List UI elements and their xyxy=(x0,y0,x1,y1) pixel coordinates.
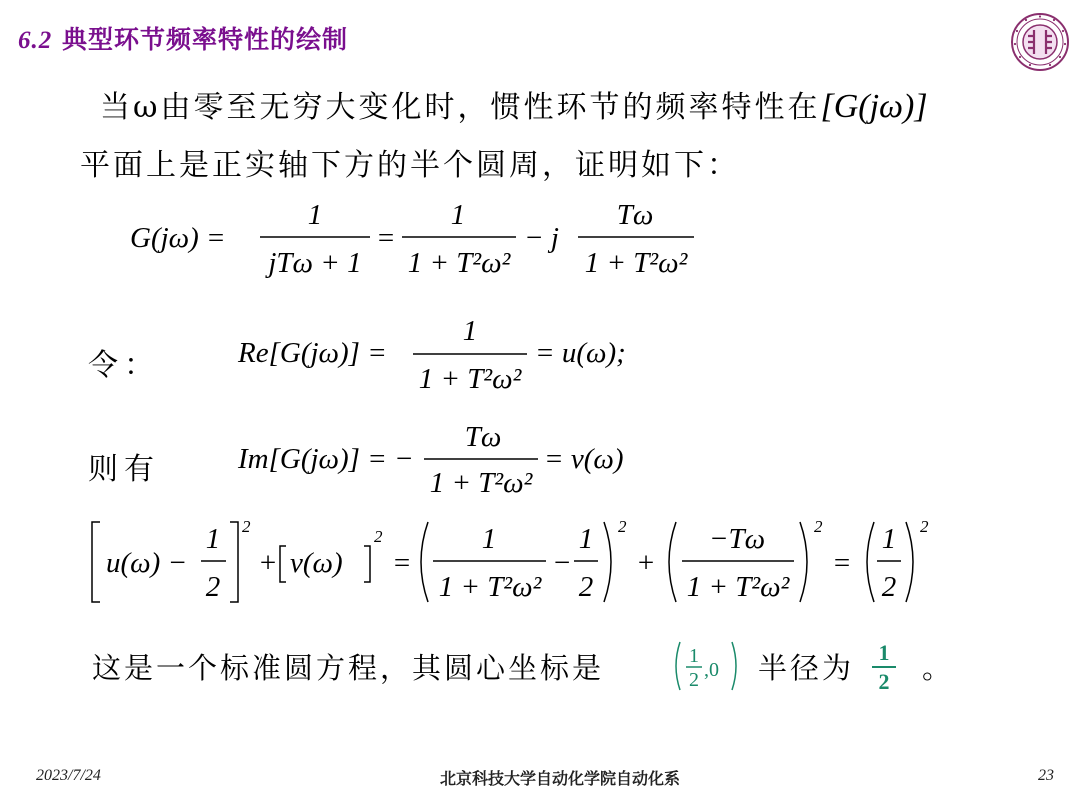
eq1-f1-den: jTω + 1 xyxy=(268,247,362,279)
eq3-lhs: Im[G(jω)] = − xyxy=(238,443,414,475)
eq4-p1: u(ω) − xyxy=(106,547,188,579)
center-num: 1 xyxy=(689,645,699,667)
eq4-c-den: 2 xyxy=(881,571,897,603)
eq1-f2-den: 1 + T²ω² xyxy=(407,247,511,279)
eq4-minus: − xyxy=(552,547,572,579)
radius-den: 2 xyxy=(878,669,890,694)
intro-math-gjw: [G(jω)] xyxy=(820,88,928,125)
radius-text: 半径为 xyxy=(758,651,855,685)
eq4-c-num: 1 xyxy=(881,523,897,555)
eq4-sq-1: 2 xyxy=(242,517,251,536)
footer-institution: 北京科技大学自动化学院自动化系 xyxy=(440,769,681,788)
center-rparen xyxy=(732,642,736,690)
eq4-eq-1: = xyxy=(392,547,412,579)
eq4-rparen-c xyxy=(906,522,913,602)
radius-num: 1 xyxy=(878,640,890,665)
eq4-lbracket-2 xyxy=(280,546,286,582)
let-label: 令： xyxy=(88,348,160,383)
equation-3 xyxy=(230,412,650,502)
eq4-plus-2: + xyxy=(636,547,656,579)
eq4-rbracket xyxy=(230,522,238,602)
eq4-p3: v(ω) xyxy=(290,547,343,579)
eq2-num: 1 xyxy=(462,315,478,347)
eq2-rhs: = u(ω); xyxy=(535,337,626,369)
eq1-f3-num: Tω xyxy=(616,199,654,231)
eq4-lparen-c xyxy=(867,522,874,602)
eq4-sq-4: 2 xyxy=(814,517,823,536)
eq4-b-den: 1 + T²ω² xyxy=(686,571,790,603)
eq1-f2-num: 1 xyxy=(450,199,466,231)
eq4-lparen-b xyxy=(669,522,676,602)
slide-title xyxy=(18,20,348,56)
then-label: 则有 xyxy=(88,452,160,487)
eq4-lbracket xyxy=(92,522,100,602)
university-seal-logo xyxy=(1010,12,1070,72)
eq4-sq-2: 2 xyxy=(374,527,383,546)
footer-date: 2023/7/24 xyxy=(36,767,101,784)
intro-text-1: 当ω由零至无穷大变化时，惯性环节的频率特性在 xyxy=(100,90,821,125)
eq1-minus-j: − j xyxy=(524,222,559,254)
center-tail: ,0 xyxy=(704,659,719,681)
eq4-lparen-a xyxy=(421,522,428,602)
eq4-sq-3: 2 xyxy=(618,517,627,536)
eq1-f3-den: 1 + T²ω² xyxy=(584,247,688,279)
equation-1 xyxy=(120,190,720,290)
equation-4 xyxy=(86,512,946,612)
eq3-rhs: = v(ω) xyxy=(544,443,624,475)
eq3-num: Tω xyxy=(464,421,502,453)
equation-2 xyxy=(230,310,650,400)
eq1-lhs: G(jω) = xyxy=(130,222,226,254)
footer-page-number: 23 xyxy=(1038,767,1054,784)
eq4-rparen-b xyxy=(800,522,807,602)
intro-line-2: 平面上是正实轴下方的半个圆周，证明如下： xyxy=(80,148,740,183)
center-lparen xyxy=(676,642,680,690)
eq3-den: 1 + T²ω² xyxy=(429,467,533,499)
eq4-rbracket-2 xyxy=(364,546,370,582)
eq1-eq: = xyxy=(376,222,396,254)
eq4-a-den: 1 + T²ω² xyxy=(438,571,542,603)
eq4-rparen-a xyxy=(604,522,611,602)
eq4-a-num: 1 xyxy=(481,523,497,555)
eq1-f1-num: 1 xyxy=(307,199,323,231)
eq4-eq-2: = xyxy=(832,547,852,579)
title-text: 典型环节频率特性的绘制 xyxy=(61,25,348,54)
conclusion-text: 这是一个标准圆方程，其圆心坐标是 xyxy=(92,651,605,685)
radius-fraction xyxy=(866,636,906,696)
eq4-a-half-den: 2 xyxy=(578,571,594,603)
title-number: 6.2 xyxy=(18,27,53,54)
eq4-b-num: −Tω xyxy=(708,523,766,555)
eq4-a-half-num: 1 xyxy=(578,523,594,555)
eq2-lhs: Re[G(jω)] = xyxy=(238,337,387,369)
eq4-plus-1: + xyxy=(258,547,278,579)
conclusion-end: 。 xyxy=(922,651,952,685)
eq2-den: 1 + T²ω² xyxy=(418,363,522,395)
eq4-half-den: 2 xyxy=(205,571,221,603)
eq4-sq-5: 2 xyxy=(920,517,929,536)
intro-line-1 xyxy=(100,82,928,126)
conclusion-line xyxy=(92,646,604,687)
center-den: 2 xyxy=(689,669,699,691)
eq4-half-num: 1 xyxy=(205,523,221,555)
